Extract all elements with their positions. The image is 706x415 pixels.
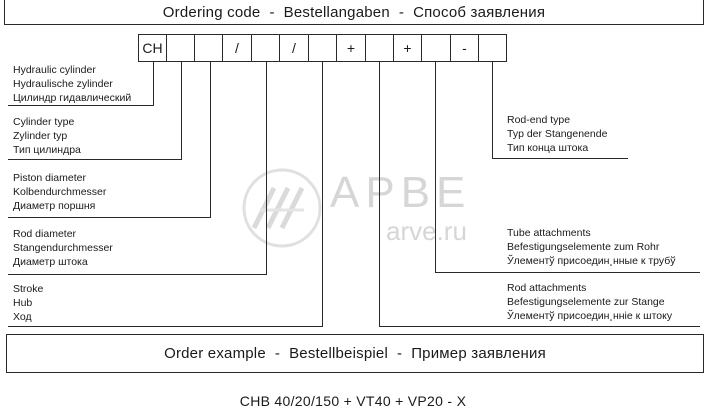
code-cell <box>251 34 280 62</box>
code-cell <box>421 34 451 62</box>
header-separator: - <box>269 3 275 21</box>
code-cell <box>365 34 394 62</box>
label-tube-attachments: Tube attachments Befestigungselemente zum Rohr Ўлементў присоедин¸нные к трубў <box>507 227 676 267</box>
code-cell <box>194 34 223 62</box>
example-separator: - <box>396 345 403 362</box>
label-stroke: Stroke Hub Ход <box>13 283 44 323</box>
header-ru: Способ заявления <box>413 3 546 21</box>
example-ru: Пример заявления <box>411 345 546 362</box>
label-rod-diameter: Rod diameter Stangendurchmesser Диаметр штока <box>13 228 113 268</box>
example-de: Bestellbeispiel <box>289 345 388 362</box>
order-example-code: CHB 40/20/150 + VT40 + VP20 - X <box>239 393 467 409</box>
label-cylinder-type: Cylinder type Zylinder typ Тип цилиндра <box>13 116 81 156</box>
example-separator: - <box>274 345 281 362</box>
header-separator: - <box>398 3 405 21</box>
code-cell: - <box>450 34 479 62</box>
code-cell: CH <box>138 34 167 62</box>
watermark-brand: АРВЕ <box>330 168 472 217</box>
header-en: Ordering code <box>162 3 261 21</box>
label-piston-diameter: Piston diameter Kolbendurchmesser Диаметр поршня <box>13 172 107 212</box>
header-de: Bestellangaben <box>283 3 390 21</box>
code-cell <box>166 34 195 62</box>
label-rod-end-type: Rod-end type Typ der Stangenende Тип конца штока <box>507 114 608 154</box>
watermark-site: arve.ru <box>386 216 467 246</box>
code-cell: / <box>222 34 252 62</box>
code-cell: / <box>279 34 309 62</box>
example-en: Order example <box>164 345 266 362</box>
code-cell <box>308 34 337 62</box>
label-hydraulic-cylinder: Hydraulic cylinder Hydraulische zylinder Цилиндр гидавлический <box>13 64 132 104</box>
label-rod-attachments: Rod attachments Befestigungselemente zur Stange Ўлементў присоедин¸нніе к штоку <box>507 282 673 322</box>
code-cell: + <box>336 34 366 62</box>
code-cell <box>478 34 507 62</box>
order-example-header <box>6 334 704 373</box>
code-cell: + <box>393 34 422 62</box>
